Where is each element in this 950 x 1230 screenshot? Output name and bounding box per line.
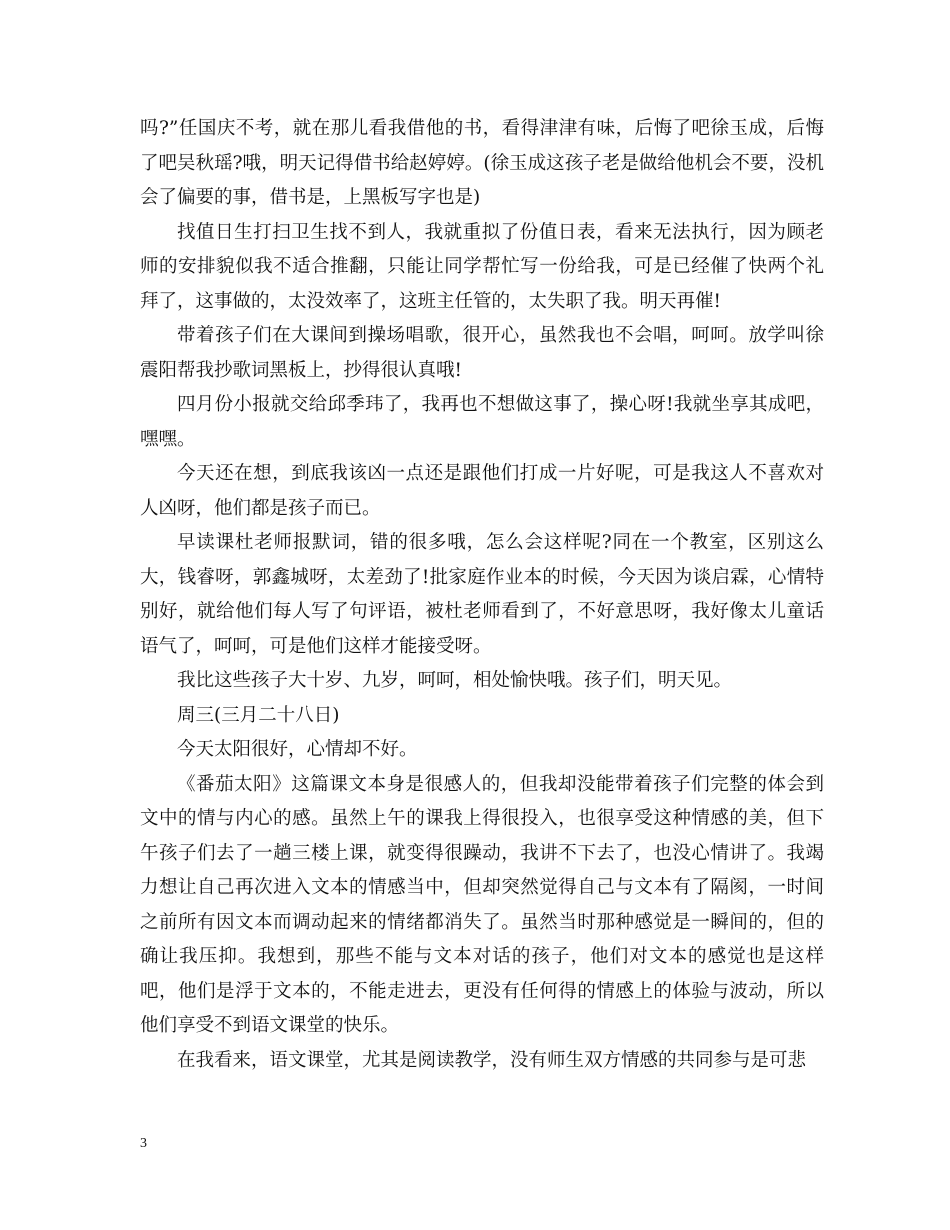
document-body	[140, 112, 824, 1078]
paragraph: 周三(三月二十八日)	[177, 704, 340, 726]
page-number: 3	[140, 1136, 147, 1151]
paragraph: 早读课杜老师报默词，错的很多哦，怎么会这样呢?同在一个教室，区别这么大，钱睿呀，郭鑫城呀，太差劲了!批家庭作业本的时候，今天因为谈启霖，心情特别好，就给他们每人写了句评语，被杜老师看到了，不好意思呀，我好像太儿童话语气了，呵呵，可是他们这样才能接受呀。	[140, 532, 824, 657]
paragraph: 找值日生打扫卫生找不到人，我就重拟了份值日表，看来无法执行，因为顾老师的安排貌似我不适合推翻，只能让同学帮忙写一份给我，可是已经催了快两个礼拜了，这事做的，太没效率了，这班主任管的，太失职了我。明天再催!	[140, 221, 824, 312]
paragraph: 今天还在想，到底我该凶一点还是跟他们打成一片好呢，可是我这人不喜欢对人凶呀，他们都是孩子而已。	[140, 463, 824, 519]
paragraph: 今天太阳很好，心情却不好。	[177, 739, 418, 760]
paragraph: 在我看来，语文课堂，尤其是阅读教学，没有师生双方情感的共同参与是可悲	[177, 1049, 807, 1071]
paragraph: 吗?”任国庆不考，就在那儿看我借他的书，看得津津有味，后悔了吧徐玉成，后悔了吧吴秋瑶?哦，明天记得借书给赵婷婷。(徐玉成这孩子老是做给他机会不要，没机会了偏要的事，借书是，上黑板写字也是)	[140, 118, 824, 208]
paragraph: 《番茄太阳》这篇课文本身是很感人的，但我却没能带着孩子们完整的体会到文中的情与内心的感。虽然上午的课我上得很投入，也很享受这种情感的美，但下午孩子们去了一趟三楼上课，就变得很躁动，我讲不下去了，也没心情讲了。我竭力想让自己再次进入文本的情感当中，但却突然觉得自己与文本有了隔阂，一时间之前所有因文本而调动起来的情绪都消失了。虽然当时那种感觉是一瞬间的，但的确让我压抑。我想到，那些不能与文本对话的孩子，他们对文本的感觉也是这样吧，他们是浮于文本的，不能走进去，更没有任何得的情感上的体验与波动，所以他们享受不到语文课堂的快乐。	[140, 773, 824, 1036]
paragraph: 我比这些孩子大十岁、九岁，呵呵，相处愉快哦。孩子们，明天见。	[177, 670, 733, 691]
paragraph: 四月份小报就交给邱季玮了，我再也不想做这事了，操心呀!我就坐享其成吧，嘿嘿。	[140, 394, 824, 450]
paragraph: 带着孩子们在大课间到操场唱歌，很开心，虽然我也不会唱，呵呵。放学叫徐震阳帮我抄歌词黑板上，抄得很认真哦!	[140, 325, 824, 381]
